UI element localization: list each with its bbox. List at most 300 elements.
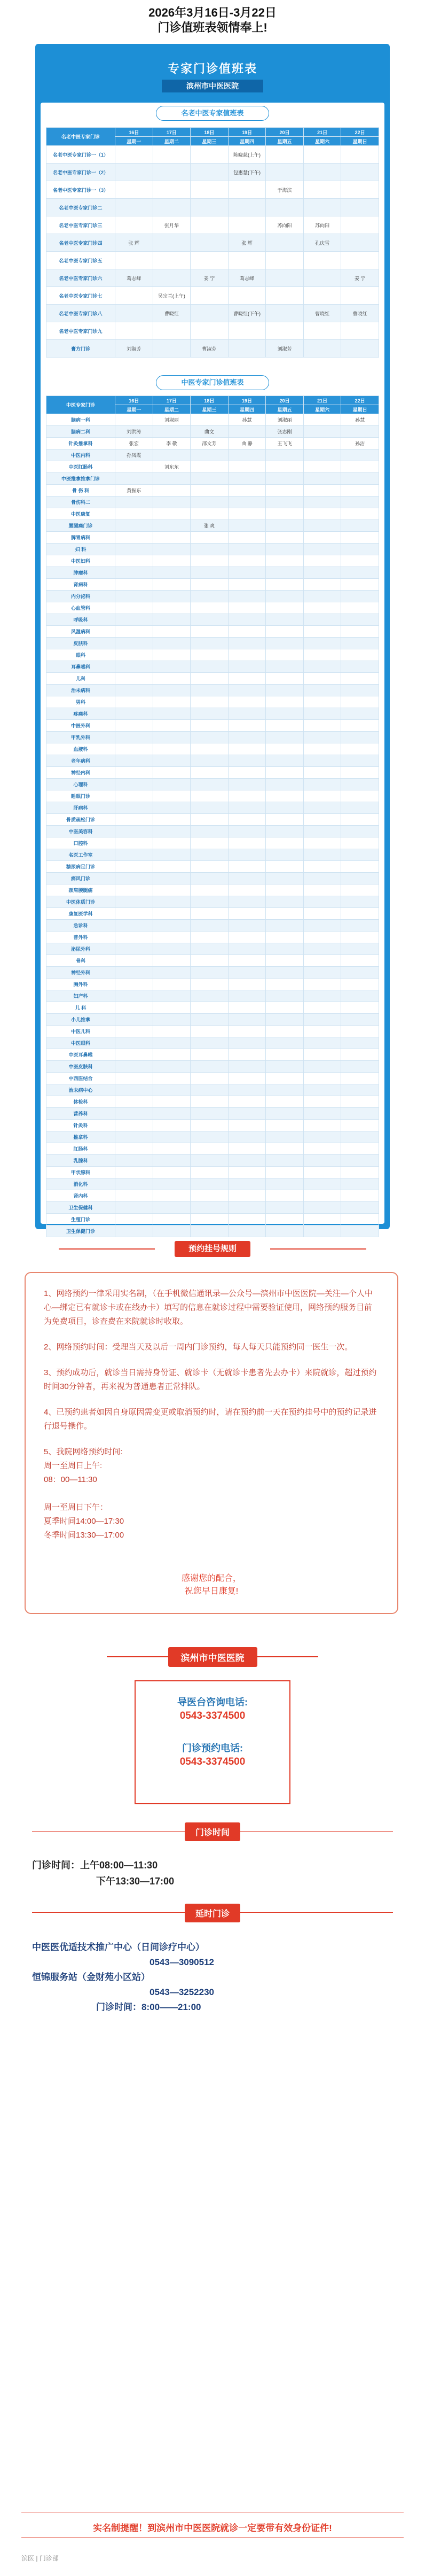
doctor-cell [303,1167,341,1178]
branch-divider-right [233,1912,393,1913]
doctor-cell [341,814,379,826]
weekday-header: 星期四 [228,137,266,146]
doctor-cell [153,1178,191,1190]
doctor-cell [191,673,229,685]
doctor-cell [303,579,341,591]
doctor-cell: 李 敬 [153,438,191,449]
doctor-cell [341,1108,379,1120]
table-row [46,520,379,532]
table-row [46,1190,379,1202]
doctor-cell [153,1167,191,1178]
doctor-cell [266,1108,304,1120]
doctor-cell [115,579,153,591]
doctor-cell [228,708,266,720]
doctor-cell [303,461,341,473]
hospital-banner [107,1647,318,1666]
dept-cell: 风湿病科 [46,626,115,638]
doctor-cell [191,1131,229,1143]
dept-cell: 针灸推拿科 [46,438,115,449]
doctor-cell [341,779,379,790]
doctor-cell [191,1167,229,1178]
weekday-header: 星期六 [303,137,341,146]
table-row [46,1014,379,1026]
doctor-cell [303,1026,341,1037]
dept-cell: 消化科 [46,1178,115,1190]
doctor-cell: 王飞飞 [266,438,304,449]
doctor-cell [115,837,153,849]
table-row [46,920,379,932]
table-row [46,485,379,496]
doctor-cell [228,1073,266,1084]
doctor-cell [341,1037,379,1049]
doctor-cell [115,252,153,269]
doctor-cell [303,269,341,287]
doctor-cell [228,814,266,826]
doctor-cell [266,614,304,626]
doctor-cell [153,673,191,685]
doctor-cell [341,967,379,979]
doctor-cell [266,252,304,269]
dept-cell: 卫生保健门诊 [46,1225,115,1237]
dept-cell: 治未病中心 [46,1084,115,1096]
doctor-cell [303,602,341,614]
doctor-cell [303,638,341,649]
doctor-cell [191,873,229,884]
doctor-cell [153,990,191,1002]
doctor-cell [228,1167,266,1178]
dept-cell: 中医康复 [46,508,115,520]
doctor-cell [153,649,191,661]
doctor-cell [228,1155,266,1167]
doctor-cell: 张 辉 [228,234,266,252]
doctor-cell [228,287,266,305]
doctor-cell [266,790,304,802]
table-row [46,1214,379,1225]
doctor-cell [191,181,229,199]
doctor-cell [303,1061,341,1073]
doctor-cell [266,732,304,743]
doctor-cell [228,755,266,767]
dept-cell: 心理科 [46,779,115,790]
doctor-cell [153,1096,191,1108]
table-row [46,164,379,181]
doctor-cell [303,990,341,1002]
doctor-cell [115,661,153,673]
doctor-cell [191,908,229,920]
dept-cell: 骨 伤 科 [46,485,115,496]
doctor-cell [303,1178,341,1190]
doctor-cell: 姜 宁 [191,269,229,287]
doctor-cell [153,908,191,920]
doctor-cell [191,884,229,896]
doctor-cell: 孙慧 [341,414,379,426]
doctor-cell: 刘淑丽 [266,414,304,426]
weekday-header: 星期三 [191,405,229,414]
doctor-cell [153,696,191,708]
hours-line: 08：00—11:30 [44,1475,97,1484]
doctor-cell [191,414,229,426]
doctor-cell [153,932,191,943]
dept-cell: 中西医结合 [46,1073,115,1084]
doctor-cell [303,426,341,438]
doctor-cell [266,814,304,826]
doctor-cell [153,802,191,814]
dept-cell: 中医妇科 [46,555,115,567]
doctor-cell [153,1225,191,1237]
doctor-cell [303,779,341,790]
doctor-cell [303,1131,341,1143]
bottom-note: 实名制提醒！到滨州市中医医院就诊一定要带有效身份证件! [93,2523,332,2533]
doctor-cell [303,1225,341,1237]
weekday-header: 星期五 [266,405,304,414]
doctor-cell [153,638,191,649]
table-row [46,1049,379,1061]
doctor-cell [266,802,304,814]
doctor-cell: 苏向阳 [303,216,341,234]
doctor-cell [228,199,266,216]
doctor-cell [153,614,191,626]
dept-cell: 儿科 [46,673,115,685]
doctor-cell [115,861,153,873]
doctor-cell [303,485,341,496]
doctor-cell [266,1061,304,1073]
doctor-cell [191,896,229,908]
page-title [0,0,425,35]
date-header: 19日 [228,128,266,137]
dept-cell: 妇 科 [46,544,115,555]
doctor-cell [341,1225,379,1237]
doctor-cell [341,1084,379,1096]
table-row [46,1155,379,1167]
doctor-cell: 曹晓红(下午) [228,305,266,322]
doctor-cell [228,567,266,579]
table-row [46,955,379,967]
doctor-cell [303,967,341,979]
doctor-cell [341,461,379,473]
title-line2: 门诊值班表领情奉上! [158,21,267,34]
doctor-cell [303,743,341,755]
doctor-cell [341,908,379,920]
doctor-cell [341,849,379,861]
doctor-cell [228,626,266,638]
doctor-cell [191,1143,229,1155]
dept-cell: 中医推拿推拿门诊 [46,473,115,485]
rule-item: 1、网络预约一律采用实名制，（在手机微信通讯录—公众号—滨州市中医医院—关注—个人中心—绑定已有就诊卡或在线办卡）填写的信息在就诊过程中需要验证使用，网络预约服务目前为免费项目，诊查费在来院就诊时收取。 [44,1289,373,1326]
doctor-cell [341,181,379,199]
doctor-cell [191,967,229,979]
doctor-cell [191,1002,229,1014]
doctor-cell: 吴宗兰(上午) [153,287,191,305]
doctor-cell [115,1190,153,1202]
doctor-cell [341,837,379,849]
doctor-cell [153,920,191,932]
doctor-cell [266,461,304,473]
doctor-cell [266,269,304,287]
doctor-cell [115,1155,153,1167]
table-row [46,849,379,861]
doctor-cell [191,755,229,767]
branch-tel1[interactable]: 0543—3090512 [149,1957,215,1967]
corner-header: 中医专家门诊 [46,396,115,414]
doctor-cell [228,449,266,461]
doctor-cell [115,532,153,544]
doctor-cell [303,508,341,520]
doctor-cell [153,1143,191,1155]
doctor-cell [341,920,379,932]
doctor-cell [153,1202,191,1214]
doctor-cell [303,943,341,955]
doctor-cell [191,485,229,496]
doctor-cell [153,743,191,755]
dept-cell: 生殖门诊 [46,1214,115,1225]
weekday-header: 星期日 [341,405,379,414]
doctor-cell [266,1143,304,1155]
doctor-cell [191,532,229,544]
doctor-cell [228,1061,266,1073]
doctor-cell [228,732,266,743]
hours-line: 周一至周日上午: [44,1461,103,1470]
dept-cell: 名老中医专家门诊五 [46,252,115,269]
doctor-cell [341,544,379,555]
doctor-cell [341,322,379,340]
doctor-cell [266,932,304,943]
dept-cell: 耳鼻喉科 [46,661,115,673]
doctor-cell [266,146,304,164]
table-row [46,861,379,873]
guide-number[interactable]: 0543-3374500 [179,1710,246,1721]
doctor-cell [228,602,266,614]
schedule-inner [41,103,384,1234]
doctor-cell [191,461,229,473]
doctor-cell [191,661,229,673]
date-header: 21日 [303,396,341,405]
doctor-cell [228,591,266,602]
table-row [46,305,379,322]
table-row [46,234,379,252]
doctor-cell [228,1037,266,1049]
doctor-cell [341,1131,379,1143]
doctor-cell: 张志刚 [266,426,304,438]
doctor-cell [266,979,304,990]
doctor-cell [153,1120,191,1131]
doctor-cell [153,181,191,199]
doctor-cell [115,414,153,426]
doctor-cell [153,849,191,861]
doctor-cell [303,322,341,340]
footer: 滨医 | 门诊部 [21,2555,59,2562]
doctor-cell: 邵文芳 [191,438,229,449]
doctor-cell [153,767,191,779]
doctor-cell [153,496,191,508]
date-header: 18日 [191,396,229,405]
doctor-cell [191,252,229,269]
doctor-cell [228,1084,266,1096]
doctor-cell [303,790,341,802]
dept-cell: 中医皮肤科 [46,1061,115,1073]
doctor-cell [115,1202,153,1214]
weekday-header: 星期日 [341,137,379,146]
doctor-cell [266,1120,304,1131]
table-row [46,967,379,979]
doctor-cell [341,873,379,884]
dept-cell: 针灸科 [46,1120,115,1131]
doctor-cell [228,743,266,755]
doctor-cell [191,305,229,322]
doctor-cell [341,555,379,567]
doctor-cell [303,1120,341,1131]
doctor-cell [115,696,153,708]
doctor-cell [266,708,304,720]
doctor-cell [115,1037,153,1049]
doctor-cell [303,1037,341,1049]
doctor-cell [303,1190,341,1202]
doctor-cell [191,544,229,555]
doctor-cell: 刘淑芳 [266,340,304,358]
hours-line: 周一至周日下午： [44,1503,108,1512]
doctor-cell [228,1108,266,1120]
doctor-cell [303,591,341,602]
doctor-cell [341,602,379,614]
doctor-cell [341,426,379,438]
doctor-cell [191,638,229,649]
doctor-cell [191,449,229,461]
doctor-cell [341,252,379,269]
doctor-cell [153,322,191,340]
doctor-cell [341,884,379,896]
doctor-cell [115,943,153,955]
doctor-cell [303,164,341,181]
doctor-cell [115,1178,153,1190]
doctor-cell [191,708,229,720]
doctor-cell [228,932,266,943]
doctor-cell [303,520,341,532]
doctor-cell [228,861,266,873]
table-row [46,1178,379,1190]
dept-cell: 骨质疏松门诊 [46,814,115,826]
doctor-cell [191,1214,229,1225]
date-header: 20日 [266,128,304,137]
table-row [46,708,379,720]
doctor-cell [191,990,229,1002]
doctor-cell [341,340,379,358]
doctor-cell [115,626,153,638]
doctor-cell [153,1108,191,1120]
doctor-cell [153,861,191,873]
doctor-cell [115,1049,153,1061]
doctor-cell: 曹晓红 [341,305,379,322]
doctor-cell [266,1096,304,1108]
doctor-cell [341,199,379,216]
thanks-line2: 祝您早日康复! [184,1587,239,1596]
doctor-cell [228,1225,266,1237]
table-row [46,216,379,234]
branch-tel2[interactable]: 0543—3252230 [149,1987,215,1997]
title-line1: 2026年3月16日-3月22日 [148,6,277,19]
doctor-cell [115,461,153,473]
schedule-card [35,44,390,1234]
doctor-cell [266,826,304,837]
doctor-cell [228,873,266,884]
doctor-cell [153,508,191,520]
doctor-cell [303,696,341,708]
dept-cell: 脑病一科 [46,414,115,426]
dept-cell: 眼科 [46,649,115,661]
doctor-cell [303,496,341,508]
doctor-cell [266,1202,304,1214]
table-row [46,567,379,579]
doctor-cell [191,473,229,485]
doctor-cell [266,1049,304,1061]
dept-cell: 中医内科 [46,449,115,461]
doctor-cell [341,767,379,779]
table-row [46,414,379,426]
doctor-cell [341,955,379,967]
table-row [46,884,379,896]
doctor-cell [341,591,379,602]
doctor-cell [191,1049,229,1061]
doctor-cell [303,555,341,567]
doctor-cell [153,685,191,696]
rule-item: 4、已预约患者如因自身原因需变更或取消预约时，请在预约前一天在预约挂号中的预约记录进行退号操作。 [44,1408,377,1431]
doctor-cell [115,920,153,932]
clinic-time-line1: 门诊时间：上午08:00—11:30 [32,1860,158,1871]
booking-number[interactable]: 0543-3374500 [179,1756,246,1767]
doctor-cell [341,1214,379,1225]
table-row [46,896,379,908]
doctor-cell [191,146,229,164]
doctor-cell [341,234,379,252]
doctor-cell [115,990,153,1002]
doctor-cell [303,849,341,861]
weekday-header: 星期一 [115,405,153,414]
doctor-cell [266,555,304,567]
doctor-cell [266,1190,304,1202]
doctor-cell [153,532,191,544]
table-row [46,696,379,708]
doctor-cell [191,602,229,614]
table-row [46,555,379,567]
table-row [46,579,379,591]
doctor-cell [228,767,266,779]
branch-divider-left [32,1912,192,1913]
dept-cell: 睡眠门诊 [46,790,115,802]
table-row [46,322,379,340]
table-row [46,287,379,305]
doctor-cell [115,496,153,508]
table-row [46,438,379,449]
doctor-cell [115,287,153,305]
doctor-cell [341,496,379,508]
table-row [46,591,379,602]
doctor-cell [266,990,304,1002]
table-row [46,943,379,955]
doctor-cell [153,732,191,743]
doctor-cell [191,1096,229,1108]
doctor-cell [303,861,341,873]
doctor-cell [303,814,341,826]
doctor-cell [115,1096,153,1108]
doctor-cell [191,626,229,638]
doctor-cell [115,955,153,967]
doctor-cell [266,1014,304,1026]
doctor-cell [191,685,229,696]
table-row [46,1073,379,1084]
doctor-cell [115,305,153,322]
doctor-cell [303,614,341,626]
weekday-header: 星期六 [303,405,341,414]
dept-cell: 胸外科 [46,979,115,990]
doctor-cell [153,826,191,837]
